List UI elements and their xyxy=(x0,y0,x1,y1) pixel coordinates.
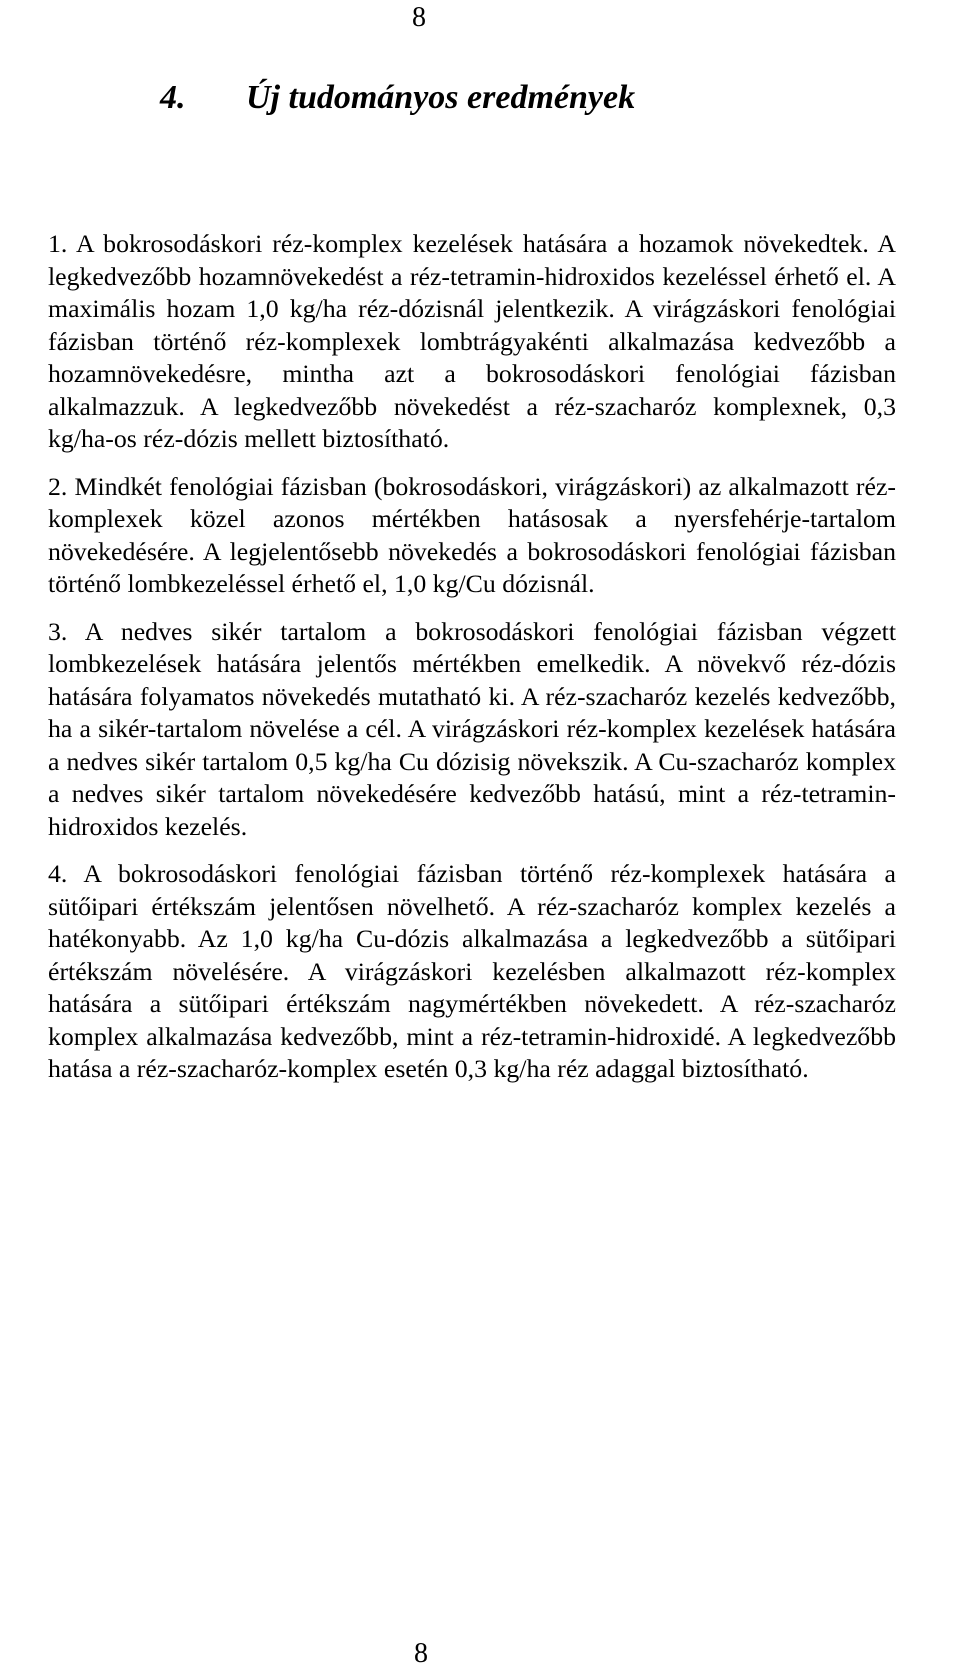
page-number-top: 8 xyxy=(412,2,426,33)
finding-2 xyxy=(48,471,896,601)
section-number: 4. xyxy=(160,79,186,116)
finding-text: A nedves sikér tartalom a bokrosodáskori fenológiai fázisban végzett lombkezelések hatására jelentős mértékben emelkedik. A növekvő réz-dózis hatására folyamatos növekedés mutatható ki. A réz-szacharóz kezelés kedvezőbb, ha a sikér-tartalom növelése a cél. A virágzáskori réz-komplex kezelések hatására a nedves sikér tartalom 0,5 kg/ha Cu dózisig növekszik. A Cu-szacharóz komplex a nedves sikér tartalom növekedésére kedvezőbb hatású, mint a réz-tetramin-hidroxidos kezelés. xyxy=(48,616,896,841)
finding-1 xyxy=(48,228,896,456)
finding-text: A bokrosodáskori réz-komplex kezelések hatására a hozamok növekedtek. A legkedvezőbb hozamnövekedést a réz-tetramin-hidroxidos kezeléssel érhető el. A maximális hozam 1,0 kg/ha réz-dózisnál jelentkezik. A virágzáskori fenológiai fázisban történő réz-komplexek lombtrágyakénti alkalmazása kedvezőbb a hozamnövekedésre, mintha azt a bokrosodáskori fenológiai fázisban alkalmazzuk. A legkedvezőbb növekedést a réz-szacharóz komplexnek, 0,3 kg/ha-os réz-dózis mellett biztosítható. xyxy=(48,229,896,453)
finding-label: 2. xyxy=(48,471,68,501)
page-number-bottom: 8 xyxy=(414,1638,428,1669)
finding-label: 4. xyxy=(48,859,68,888)
finding-text: A bokrosodáskori fenológiai fázisban történő réz-komplexek hatására a sütőipari értékszám jelentősen növelhető. A réz-szacharóz komplex kezelés a hatékonyabb. Az 1,0 kg/ha Cu-dózis alkalmazása a legkedvezőbb a sütőipari értékszám növelésére. A virágzáskori kezelésben alkalmazott réz-komplex hatására a sütőipari értékszám nagymértékben növekedett. A réz-szacharóz komplex alkalmazása kedvezőbb, mint a réz-tetramin-hidroxidé. A legkedvezőbb hatása a réz-szacharóz-komplex esetén 0,3 kg/ha réz adaggal biztosítható. xyxy=(48,859,897,1083)
finding-label: 1. xyxy=(48,229,68,258)
finding-3 xyxy=(48,616,896,844)
finding-label: 3. xyxy=(48,616,68,646)
findings-list xyxy=(48,228,896,1101)
section-heading xyxy=(160,76,635,120)
section-title: Új tudományos eredmények xyxy=(246,79,636,116)
finding-4 xyxy=(48,858,896,1086)
finding-text: Mindkét fenológiai fázisban (bokrosodáskori, virágzáskori) az alkalmazott réz-komplexek közel azonos mértékben hatásosak a nyersfehérje-tartalom növekedésére. A legjelentősebb növekedés a bokrosodáskori fenológiai fázisban történő lombkezeléssel érhető el, 1,0 kg/Cu dózisnál. xyxy=(48,471,896,598)
